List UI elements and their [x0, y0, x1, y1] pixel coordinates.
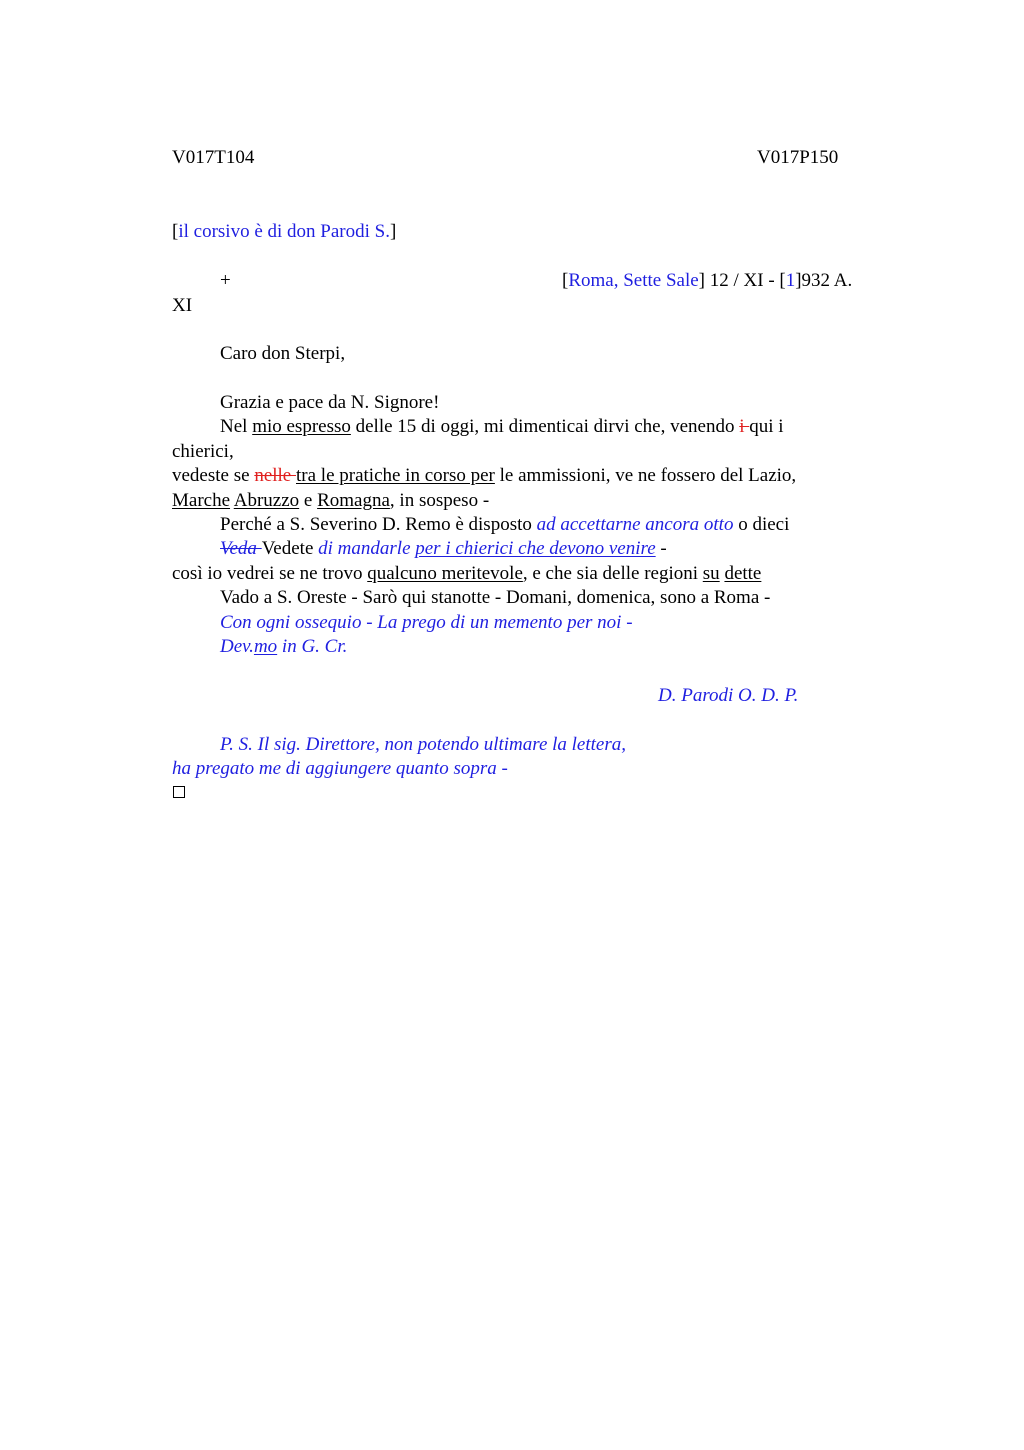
- deleted-italic-text: Veda: [220, 538, 262, 559]
- dateline-bracket-close: ]: [698, 270, 705, 291]
- end-marker-box: [173, 786, 185, 798]
- dateline-place: Roma, Sette Sale: [568, 270, 699, 291]
- cross-symbol: +: [220, 270, 231, 291]
- body-text: le ammissioni, ve ne fossero del Lazio,: [494, 465, 797, 486]
- underlined-italic-text: mo: [253, 636, 278, 657]
- salutation: Caro don Sterpi,: [220, 343, 346, 364]
- closing-line: Con ogni ossequio - La prego di un memento per noi -: [220, 612, 633, 633]
- underlined-text: dette: [724, 563, 762, 584]
- devotion-line: [220, 635, 347, 659]
- dateline: [562, 269, 852, 293]
- dateline-bracket-open: [: [562, 270, 569, 291]
- body-line-6: [220, 537, 667, 561]
- editorial-note-open: [: [172, 221, 179, 242]
- underlined-text: su: [702, 563, 720, 584]
- underlined-text: Romagna: [317, 490, 390, 511]
- signature: D. Parodi O. D. P.: [658, 685, 799, 706]
- underlined-text: Marche: [172, 490, 231, 511]
- body-text: così io vedrei se ne trovo: [172, 563, 368, 584]
- body-line-4: [172, 489, 489, 513]
- document-code-right: V017P150: [757, 147, 839, 168]
- body-text: -: [655, 538, 667, 559]
- underlined-text: qualcuno meritevole: [367, 563, 523, 584]
- body-text: , in sospeso -: [389, 490, 490, 511]
- italic-text: Dev.: [220, 636, 254, 657]
- body-line-8: Vado a S. Oreste - Sarò qui stanotte - Domani, domenica, sono a Roma -: [220, 587, 771, 608]
- editorial-note-close: ]: [389, 221, 397, 242]
- deleted-text: nelle: [254, 465, 296, 486]
- dateline-date: 12 / XI - [: [705, 270, 786, 291]
- body-text: Vedete: [261, 538, 319, 559]
- body-text: delle 15 di oggi, mi dimenticai dirvi che, venendo: [350, 416, 740, 437]
- greeting: Grazia e pace da N. Signore!: [220, 392, 440, 413]
- body-text: Perché a S. Severino D. Remo è disposto: [220, 514, 537, 535]
- body-text: Nel: [220, 416, 253, 437]
- editorial-note-text: il corsivo è di don Parodi S.: [178, 221, 390, 242]
- underlined-italic-insert: per i chierici che devono venire: [415, 538, 656, 559]
- deleted-text: i: [739, 416, 750, 437]
- body-line-1: [220, 415, 784, 439]
- italic-text: in G. Cr.: [277, 636, 348, 657]
- underlined-text: mio espresso: [252, 416, 351, 437]
- dateline-era: XI: [172, 295, 193, 316]
- underlined-text: tra le pratiche in corso per: [296, 465, 495, 486]
- postscript-line-2: ha pregato me di aggiungere quanto sopra -: [172, 758, 508, 779]
- body-line-2: chierici,: [172, 441, 234, 462]
- body-line-7: [172, 562, 761, 586]
- editorial-note: [172, 220, 396, 244]
- body-text: , e che sia delle regioni: [522, 563, 703, 584]
- body-text: o dieci: [733, 514, 790, 535]
- body-text: qui i: [749, 416, 784, 437]
- italic-insert: ad accettarne ancora otto: [536, 514, 734, 535]
- body-text: e: [299, 490, 318, 511]
- postscript-line-1: P. S. Il sig. Direttore, non potendo ultimare la lettera,: [220, 734, 627, 755]
- italic-insert: di mandarle: [318, 538, 416, 559]
- dateline-year-digit: 1: [785, 270, 796, 291]
- document-code-left: V017T104: [172, 147, 255, 168]
- body-line-5: [220, 513, 789, 537]
- underlined-text: Abruzzo: [233, 490, 300, 511]
- body-text: vedeste se: [172, 465, 255, 486]
- body-line-3: [172, 464, 796, 488]
- dateline-year-rest: ]932 A.: [795, 270, 853, 291]
